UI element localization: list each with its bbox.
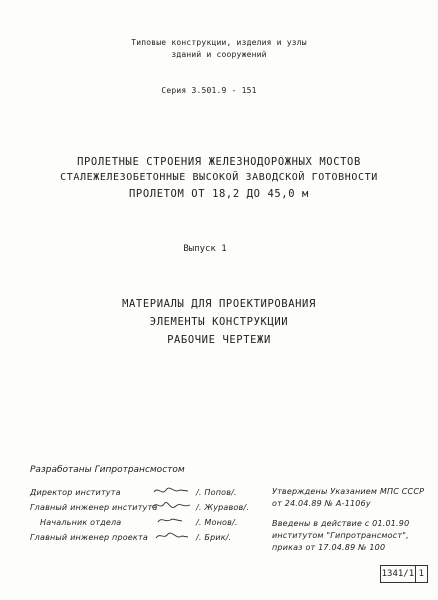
signature-project-engineer [156,533,188,538]
title-line-1: ПРОЛЕТНЫЕ СТРОЕНИЯ ЖЕЛЕЗНОДОРОЖНЫХ МОСТОВ [77,156,361,168]
developed-by: Разработаны Гипротрансмостом [30,465,185,475]
signature-chief-engineer [152,502,190,508]
issue-number: Выпуск 1 [183,244,227,254]
sheet-stamp [380,565,428,583]
staff-name-director: /. Попов/. [196,488,237,497]
header-line-1: Типовые конструкции, изделия и узлы [131,38,307,47]
staff-role-department-head: Начальник отдела [40,518,122,527]
signature-director [154,488,188,492]
staff-role-director: Директор института [30,488,121,497]
stamp-number: 1341/1 [381,566,416,582]
series-number: Серия 3.501.9 - 151 [161,86,257,95]
staff-name-chief-engineer: /. Журавов/. [196,503,250,512]
enacted-line-1: Введены в действие с 01.01.90 [272,519,410,528]
header-line-2: зданий и сооружений [171,50,267,59]
enacted-line-2: институтом "Гипротрансмост", [272,531,409,540]
signature-department-head [158,519,182,522]
title-line-3: ПРОЛЕТОМ ОТ 18,2 ДО 45,0 м [129,188,309,200]
approval-line-1: Утверждены Указанием МПС СССР [272,487,425,496]
staff-role-chief-engineer: Главный инженер института [30,503,158,512]
subtitle-line-3: РАБОЧИЕ ЧЕРТЕЖИ [167,334,271,346]
staff-role-project-engineer: Главный инженер проекта [30,533,148,542]
staff-name-department-head: /. Монов/. [196,518,238,527]
subtitle-line-1: МАТЕРИАЛЫ ДЛЯ ПРОЕКТИРОВАНИЯ [122,298,316,310]
signatures-image [152,486,192,548]
staff-name-project-engineer: /. Брик/. [196,533,232,542]
title-line-2: СТАЛЕЖЕЛЕЗОБЕТОННЫЕ ВЫСОКОЙ ЗАВОДСКОЙ ГОТОВНОСТИ [60,172,378,183]
enacted-line-3: приказ от 17.04.89 № 100 [272,543,386,552]
stamp-sheet: 1 [418,569,425,579]
approval-line-2: от 24.04.89 № А-1106у [272,499,371,508]
subtitle-line-2: ЭЛЕМЕНТЫ КОНСТРУКЦИИ [149,316,289,328]
